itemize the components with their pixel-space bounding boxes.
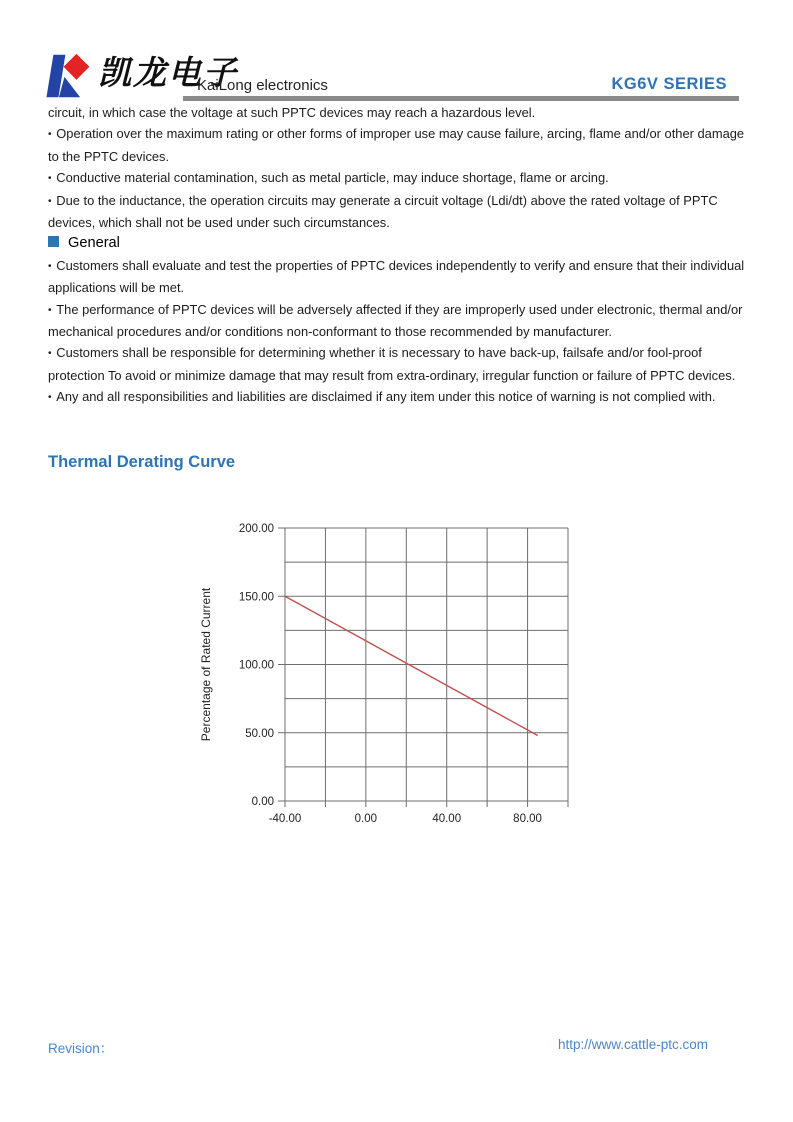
dot-bullet-icon: • [48, 195, 55, 207]
dot-bullet-icon: • [48, 392, 55, 404]
dot-bullet-icon: • [48, 348, 55, 360]
kailong-logo-icon [46, 52, 94, 100]
body-paragraph: circuit, in which case the voltage at such PPTC devices may reach a hazardous level. [48, 105, 536, 120]
dot-bullet-icon: • [48, 260, 55, 272]
section-title-thermal-derating: Thermal Derating Curve [48, 453, 236, 471]
derating-curve-line [285, 596, 538, 735]
x-tick-label: -40.00 [268, 813, 302, 825]
x-tick-label: 80.00 [513, 813, 542, 825]
body-paragraph: • The performance of PPTC devices will be adversely affected if they are improperly used under electronic, thermal and/or mechanical procedures and/or conditions non-conformant to those recommended by manufacturer. [48, 301, 743, 340]
dot-bullet-icon: • [48, 129, 55, 141]
body-paragraph: • Operation over the maximum rating or other forms of improper use may cause failure, arcing, flame and/or other damage to the PPTC devices. [48, 126, 745, 164]
y-tick-label: 150.00 [238, 591, 274, 604]
y-tick-label: 50.00 [245, 727, 274, 740]
y-tick-label: 100.00 [238, 659, 274, 672]
y-tick-label: 200.00 [238, 523, 274, 535]
logo-latin-text: KaiLong electronics [197, 77, 328, 94]
dot-bullet-icon: • [48, 173, 55, 185]
body-paragraph: • Customers shall evaluate and test the properties of PPTC devices independently to verify and ensure that their individual applications will be met. [48, 257, 745, 296]
x-tick-label: 0.00 [354, 813, 378, 825]
series-title: KG6V SERIES [611, 75, 727, 93]
warning-text-block [48, 102, 750, 409]
revision-label: Revision： [48, 1041, 114, 1056]
y-tick-label: 0.00 [251, 796, 274, 808]
website-link[interactable]: http://www.cattle-ptc.com [557, 1037, 708, 1052]
body-paragraph: • Customers shall be responsible for determining whether it is necessary to have back-up, failsafe and/or fool-proof protection To avoid or minimize damage that may result from extra-ordinary, irregular function or failure of PPTC devices. [48, 345, 736, 383]
header-rule [183, 96, 739, 101]
blue-square-bullet-icon [48, 236, 59, 247]
paragraphs-before-general [48, 102, 750, 233]
y-axis-title: Percentage of Rated Current [199, 587, 213, 742]
thermal-derating-chart [190, 505, 590, 850]
logo-chinese-text: 凯龙电子 [98, 53, 238, 92]
x-tick-label: 40.00 [432, 813, 462, 825]
body-paragraph: • Conductive material contamination, such as metal particle, may induce shortage, flame or arcing. [48, 170, 609, 186]
dot-bullet-icon: • [48, 304, 55, 316]
general-heading: General [48, 233, 750, 254]
body-paragraph: • Due to the inductance, the operation circuits may generate a circuit voltage (Ldi/dt) above the rated voltage of PPTC devices, which shall not be used under such circumstances. [48, 192, 718, 231]
paragraphs-after-general [48, 255, 750, 409]
body-paragraph: • Any and all responsibilities and liabilities are disclaimed if any item under this notice of warning is not complied with. [48, 389, 716, 405]
